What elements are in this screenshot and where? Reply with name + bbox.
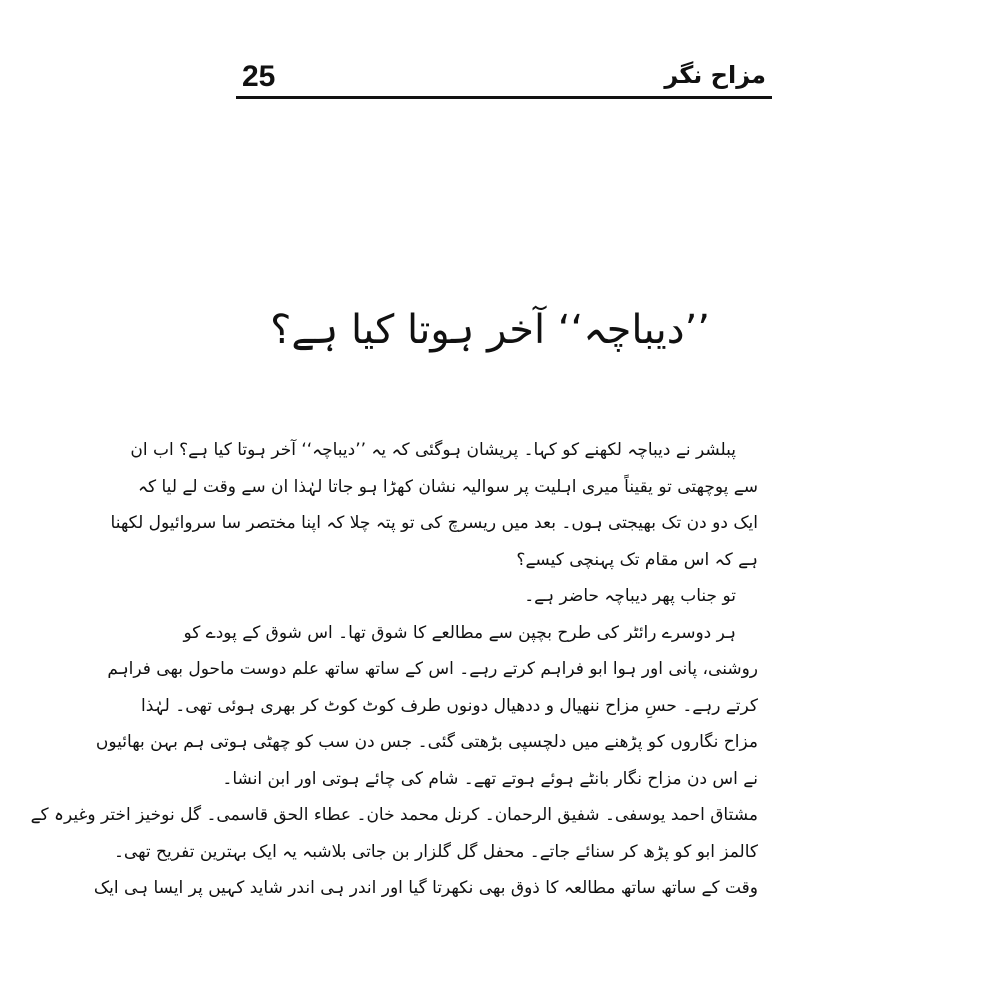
text-line: مشتاق احمد یوسفی۔ شفیق الرحمان۔ کرنل محمد خان۔ عطاء الحق قاسمی۔ گل نوخیز اختر وغیرہ کے <box>30 805 758 825</box>
text-line: وقت کے ساتھ ساتھ مطالعہ کا ذوق بھی نکھرتا گیا اور اندر ہی اندر شاید کہیں پر ایسا ہی ایک <box>93 878 758 898</box>
text-line: ہر دوسرے رائٹر کی طرح بچپن سے مطالعے کا شوق تھا۔ اس شوق کے پودے کو <box>183 622 736 643</box>
text-line: سے پوچھتی تو یقیناً میری اہلیت پر سوالیہ نشان کھڑا ہو جاتا لہٰذا ان سے وقت لے لیا کہ <box>138 476 758 497</box>
text-line: تو جناب پھر دیباچہ حاضر ہے۔ <box>524 586 736 606</box>
body-text <box>30 432 758 907</box>
text-line: مزاح نگاروں کو پڑھنے میں دلچسپی بڑھتی گئی۔ جس دن سب کو چھٹی ہوتی ہم بہن بھائیوں <box>95 732 758 752</box>
running-header <box>236 58 772 98</box>
text-line: ایک دو دن تک بھیجتی ہوں۔ بعد میں ریسرچ کی تو پتہ چلا کہ اپنا مختصر سا سروائیول لکھنا <box>110 513 758 533</box>
text-line: نے اس دن مزاح نگار بانٹے ہوئے ہوتے تھے۔ شام کی چائے ہوتی اور ابن انشا۔ <box>222 768 758 789</box>
book-title: مزاح نگر <box>664 61 766 89</box>
header-rule <box>236 96 772 99</box>
text-line: ہے کہ اس مقام تک پہنچی کیسے؟ <box>516 549 758 570</box>
text-line: روشنی، پانی اور ہوا ابو فراہم کرتے رہے۔ اس کے ساتھ ساتھ علم دوست ماحول بھی فراہم <box>107 659 758 679</box>
text-line: کرتے رہے۔ حسِ مزاح ننھیال و ددھیال دونوں طرف کوٹ کوٹ کر بھری ہوئی تھی۔ لہٰذا <box>141 695 758 716</box>
text-line: کالمز ابو کو پڑھ کر سنائے جاتے۔ محفل گل گلزار بن جاتی بلاشبہ یہ ایک بہترین تفریح تھی۔ <box>113 841 758 862</box>
text-line: پبلشر نے دیباچہ لکھنے کو کہا۔ پریشان ہوگئی کہ یہ ’’دیباچہ‘‘ آخر ہوتا کیا ہے؟ اب ان <box>130 440 736 460</box>
chapter-title: ’’دیباچہ‘‘ آخر ہوتا کیا ہے؟ <box>270 307 710 353</box>
page-number: 25 <box>242 60 276 93</box>
